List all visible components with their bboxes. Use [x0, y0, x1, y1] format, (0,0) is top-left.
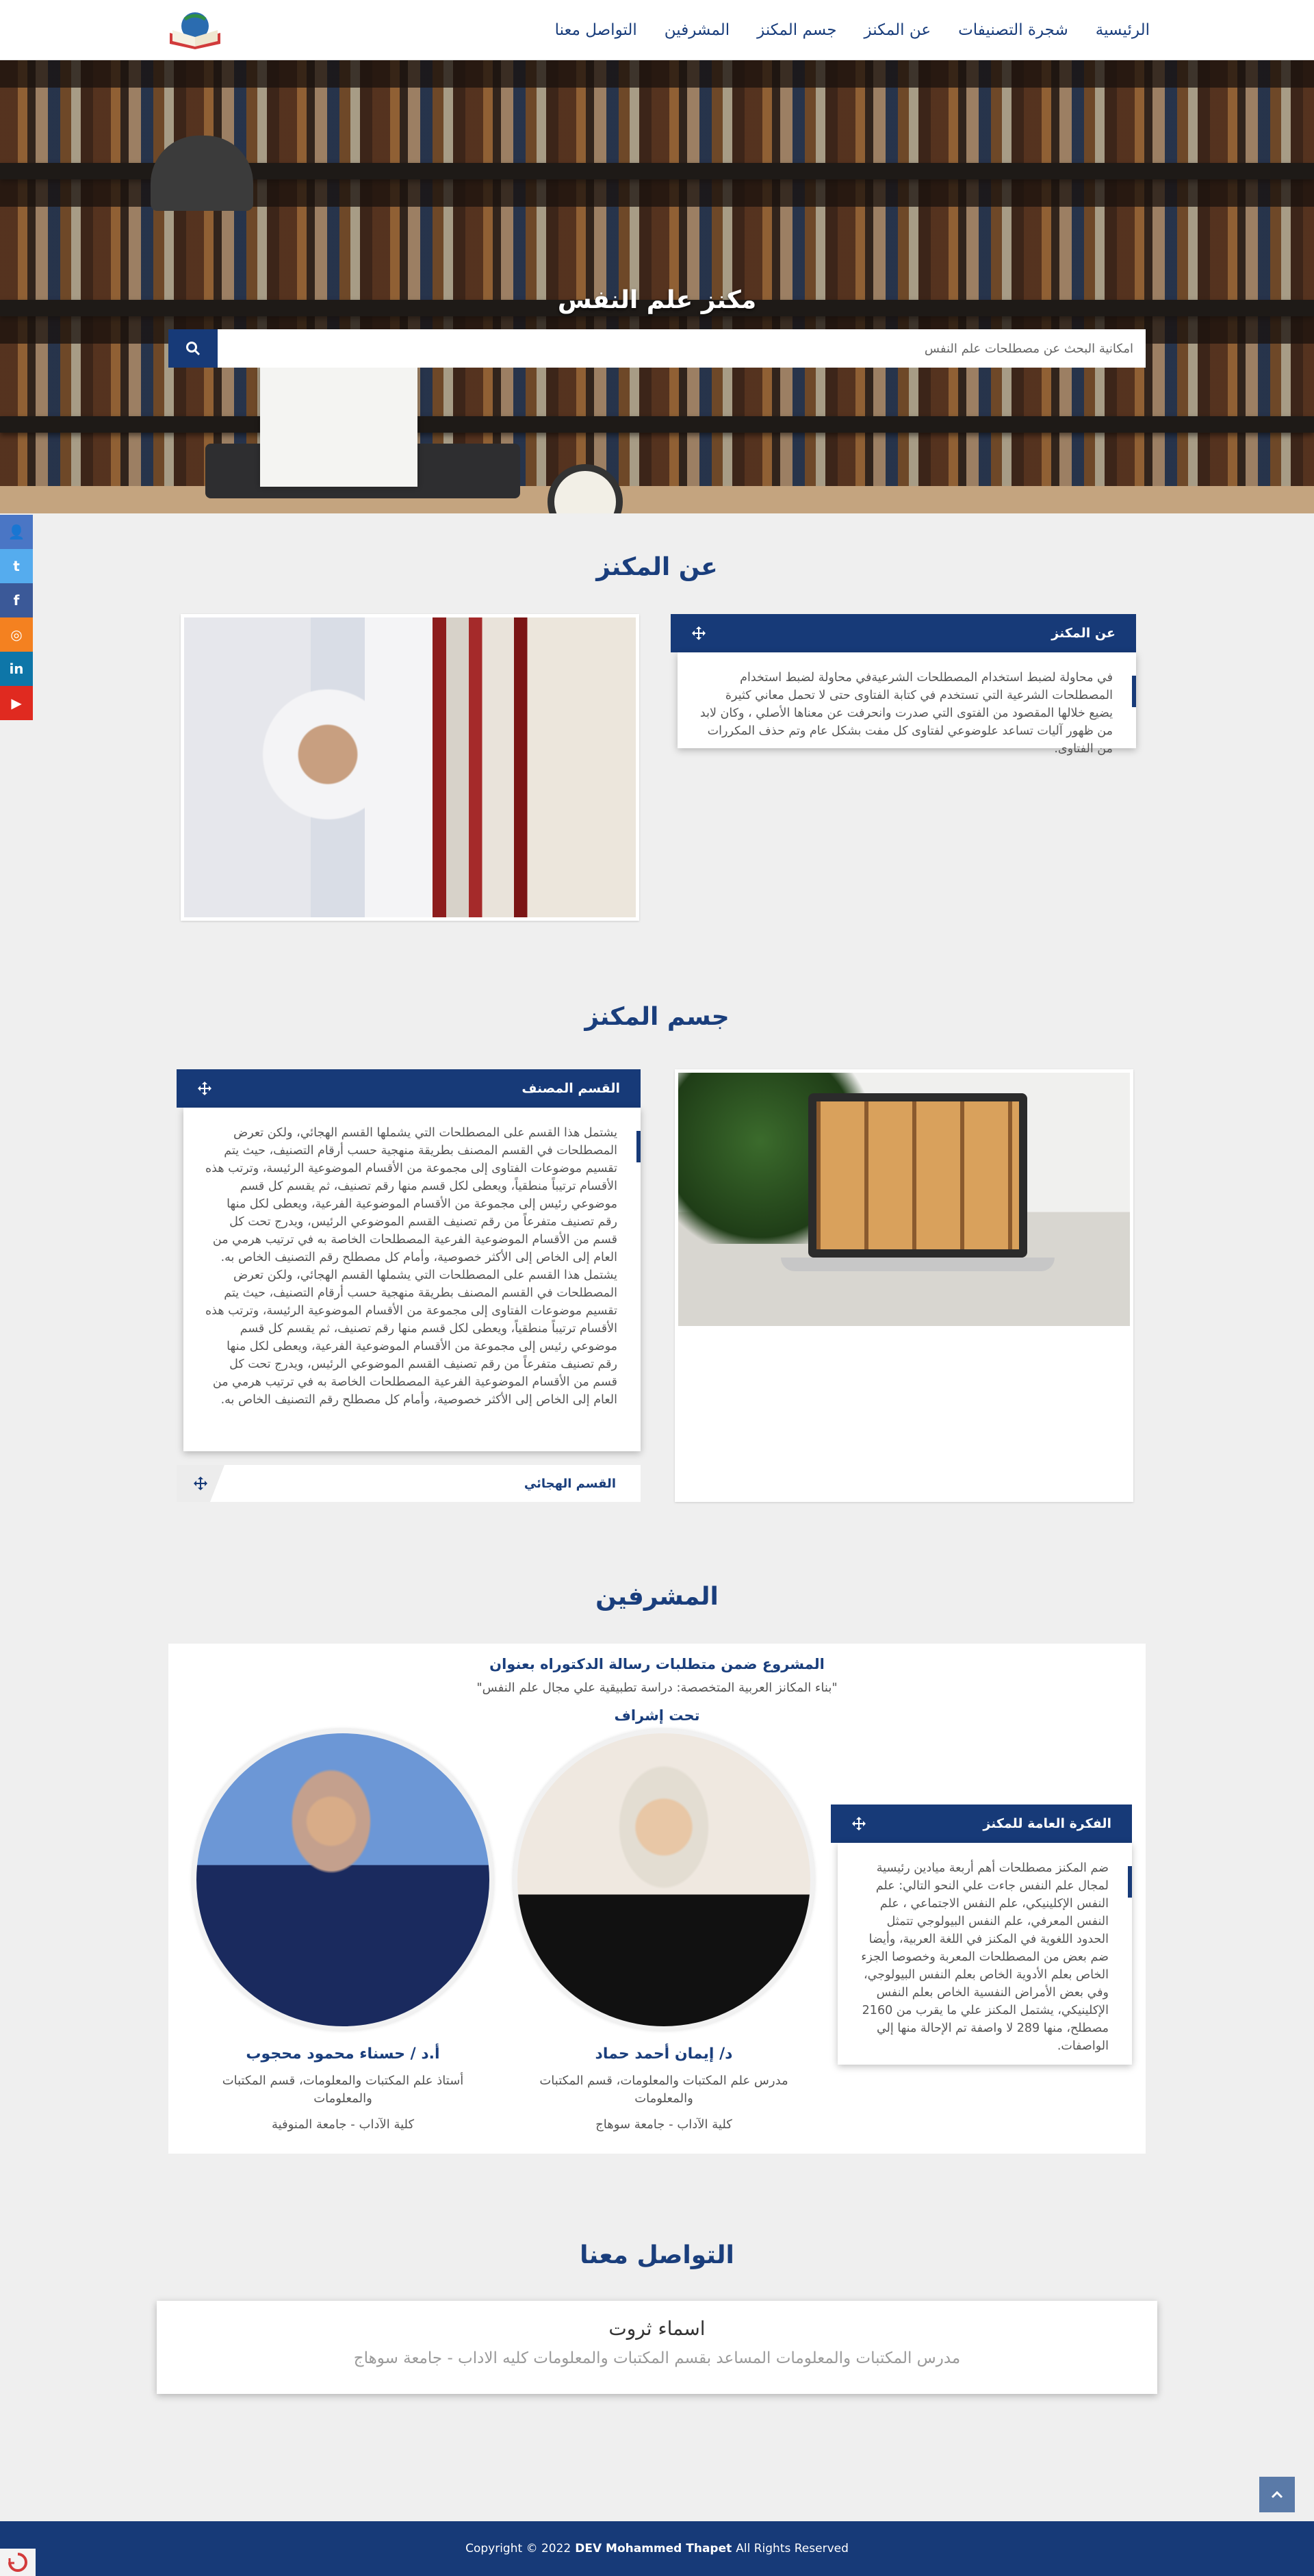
supervisors-box [168, 1644, 1146, 2154]
laptop-photo [675, 1069, 1133, 1502]
main-nav [555, 21, 1150, 39]
about-card [671, 614, 1136, 921]
lamp-illustration [151, 136, 253, 211]
shelf-decor [0, 416, 1314, 433]
copyright-prefix: Copyright © 2022 [465, 2542, 571, 2555]
search-button[interactable] [168, 329, 218, 368]
supervisor-card [510, 1729, 818, 2132]
copyright-suffix: All Rights Reserved [736, 2542, 849, 2555]
about-section [0, 513, 1314, 921]
clock-illustration [548, 464, 623, 513]
logo-book-icon[interactable] [164, 10, 226, 51]
classified-card-body: يشتمل هذا القسم على المصطلحات التي يشملها القسم الهجائي، ولكن تعرض المصطلحات في القسم المصنف بطريقة منهجية حسب أرقام التصنيف، حيث يتم تقسيم موضوعات الفتاوى إلى مجموعة من الأقسام الموضوعية الرئيسة، وترتب هذه الأقسام ترتيباً منطقياً، ويعطى لكل قسم منها رقم تصنيف، ثم يقسم كل قسم موضوعي رئيس إلى مجموعة من الأقسام الموضوعية الفرعية، ويعطى لكل منها رقم تصنيف متفرعاً من رقم تصنيف القسم الموضوعي الرئيس، ويدرج تحت كل قسم من الأقسام الموضوعية الفرعية المصطلحات الخاصة به في ترتيب هرمي من العام إلى الخاص إلى الأكثر خصوصية، وأمام كل مصطلح رقم التصنيف الخاص به. يشتمل هذا القسم على المصطلحات التي يشملها القسم الهجائي، ولكن تعرض المصطلحات في القسم المصنف بطريقة منهجية حسب أرقام التصنيف، حيث يتم تقسيم موضوعات الفتاوى إلى مجموعة من الأقسام الموضوعية الرئيسة، وترتب هذه الأقسام ترتيباً منطقياً، ويعطى لكل قسم منها رقم تصنيف، ثم يقسم كل قسم موضوعي رئيس إلى مجموعة من الأقسام الموضوعية الفرعية، ويعطى لكل منها رقم تصنيف متفرعاً من رقم تصنيف القسم الموضوعي الرئيس، ويدرج تحت كل قسم من الأقسام الموضوعية الفرعية المصطلحات الخاصة به في ترتيب هرمي من العام إلى الخاص إلى الأكثر خصوصية، وأمام كل مصطلح رقم التصنيف الخاص به. [183, 1108, 641, 1451]
contact-title: التواصل معنا [580, 2241, 734, 2269]
general-idea-card [831, 1805, 1132, 2065]
classified-card-title: القسم المصنف [521, 1081, 620, 1096]
supervisors-section [0, 1502, 1314, 2154]
laptop-screen [808, 1093, 1027, 1258]
chevron-up-icon [1270, 2487, 1285, 2502]
search-icon [185, 341, 201, 356]
supervisor-role: أستاذ علم المكتبات والمعلومات، قسم المكتبات والمعلومات [222, 2074, 464, 2106]
navbar [0, 0, 1314, 60]
accordion-alphabetical-label: القسم الهجائي [524, 1476, 616, 1491]
shelf-decor [0, 60, 1314, 88]
supervision-label: تحت إشراف [614, 1707, 700, 1724]
supervisor-university: كلية الآداب - جامعة سوهاج [595, 2117, 732, 2132]
copyright-author[interactable]: DEV Mohammed Thapet [575, 2542, 732, 2555]
back-to-top-button[interactable] [1259, 2477, 1295, 2512]
about-card-body: في محاولة لضبط استخدام المصطلحات الشرعيةفي محاولة لضبط استخدام المصطلحات الشرعية التي تستخدم في كتابة الفتاوى حتى لا تحمل معاني كثيرة يضيع خلالها المقصود من الفتوى التي صدرت وانحرفت عن معناها الأصلي ، وكان لابد من ظهور آليات تساعد علوضوعي لفتاوى كل مفت بشكل عام وتم حذف المكررات من الفتاوى. [678, 652, 1136, 748]
supervisor-university: كلية الآداب - جامعة المنوفية [271, 2117, 415, 2132]
contact-card [157, 2301, 1157, 2394]
project-heading: المشروع ضمن متطلبات رسالة الدكتوراه بعنوان [489, 1656, 825, 1672]
twitter-icon[interactable]: t [0, 549, 33, 583]
nav-link-tree[interactable]: شجرة التصنيفات [958, 21, 1068, 39]
social-sidebar [0, 515, 33, 720]
book-photo [181, 614, 639, 921]
linkedin-icon[interactable]: in [0, 652, 33, 686]
nav-link-about[interactable]: عن المكنز [864, 21, 931, 39]
hero-content [0, 286, 1314, 368]
youtube-icon[interactable]: ▶ [0, 686, 33, 720]
general-idea-title: الفكرة العامة للمكنز [983, 1816, 1111, 1831]
hand-books-image [184, 617, 636, 917]
user-icon[interactable]: 👤 [0, 515, 33, 549]
contact-section [0, 2154, 1314, 2394]
move-icon [177, 1465, 224, 1502]
search-form [168, 329, 1146, 368]
about-card-title: عن المكنز [1051, 626, 1116, 641]
hero-banner [0, 60, 1314, 513]
about-title: عن المكنز [596, 553, 718, 581]
contact-description: مدرس المكتبات والمعلومات المساعد بقسم المكتبات والمعلومات كليه الاداب - جامعة سوهاج [353, 2349, 961, 2367]
nav-link-contact[interactable]: التواصل معنا [554, 21, 637, 39]
search-input[interactable] [218, 329, 1146, 368]
avatar [192, 1729, 493, 2030]
laptop-base [781, 1258, 1055, 1271]
recaptcha-icon[interactable] [0, 2549, 36, 2576]
laptop-bookshelf-image [678, 1073, 1130, 1326]
desk-illustration [0, 486, 1314, 513]
body-title: جسم المكنز [584, 1003, 730, 1031]
move-icon [197, 1081, 212, 1096]
move-icon [691, 626, 706, 641]
facebook-icon[interactable]: f [0, 583, 33, 617]
footer [0, 2521, 1314, 2576]
supervisor-name: د/ إيمان أحمد حماد [595, 2045, 733, 2063]
person-illustration [225, 672, 430, 878]
supervisors-row [168, 1729, 1146, 2132]
nav-link-home[interactable]: الرئيسية [1095, 21, 1150, 39]
paper-illustration [260, 367, 417, 487]
classified-card-header[interactable] [177, 1069, 641, 1108]
move-icon [851, 1816, 866, 1831]
body-section [0, 921, 1314, 1502]
about-card-header[interactable] [671, 614, 1136, 652]
supervisor-name: أ.د / حسناء محمود محجوب [246, 2045, 440, 2063]
supervisors-title: المشرفين [595, 1583, 719, 1611]
general-idea-body: ضم المكنز مصطلحات أهم أربعة ميادين رئيسية لمجال علم النفس جاءت علي النحو التالي: علم النفس الإكلينيكي، علم النفس الاجتماعي ، علم النفس المعرفي، علم النفس البيولوجي تتمثل الحدود اللغوية في المكنز في اللغة العربية، وأيضا ضم بعض من المصطلحات المعربة وخصوصا الجزء الخاص بعلم الأدوية الخاص بعلم النفس البيولوجي، وفي بعض الأمراض النفسية الخاص بعلم النفس الإكلينيكي، يشتمل المكنز علي ما يقرب من 2160 مصطلح، منها 289 لا واصفة تم الإحالة منها إلي الواصفات. [838, 1843, 1132, 2065]
nav-link-supervisors[interactable]: المشرفين [664, 21, 730, 39]
nav-link-body[interactable]: جسم المكنز [757, 21, 837, 39]
avatar [513, 1729, 814, 2030]
supervisor-card [189, 1729, 497, 2132]
supervisor-role: مدرس علم المكتبات والمعلومات، قسم المكتبات والمعلومات [539, 2074, 788, 2106]
instagram-icon[interactable]: ◎ [0, 617, 33, 652]
accordion-alphabetical[interactable] [177, 1465, 641, 1502]
general-idea-header[interactable] [831, 1805, 1132, 1843]
project-subtitle: "بناء المكانز العربية المتخصصة: دراسة تطبيقية علي مجال علم النفس" [476, 1681, 838, 1695]
hero-title: مكنز علم النفس [557, 286, 757, 314]
body-accordion [177, 1069, 641, 1502]
contact-name: اسماء ثروت [608, 2317, 706, 2340]
